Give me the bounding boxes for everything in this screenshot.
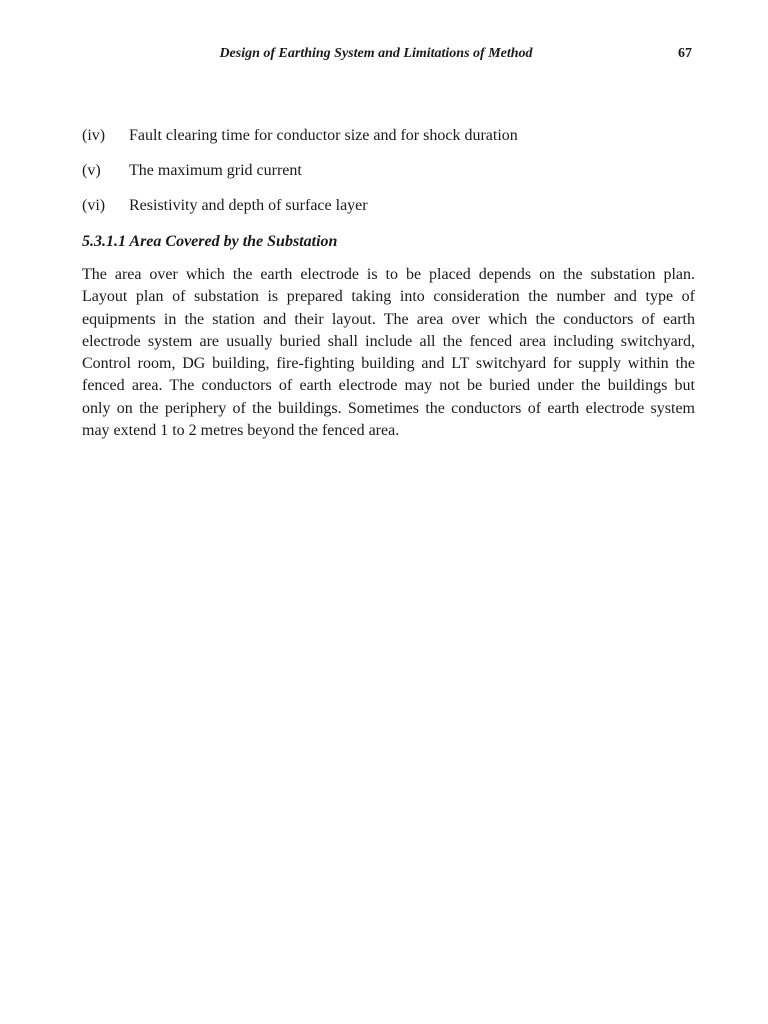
list-text: The maximum grid current: [129, 162, 302, 179]
criteria-list: [82, 125, 694, 230]
running-header: [82, 44, 692, 64]
list-marker: (iv): [82, 127, 106, 144]
header-title: Design of Earthing System and Limitations of Method: [219, 46, 533, 61]
list-marker: (v): [82, 162, 101, 179]
list-text: Fault clearing time for conductor size and for shock duration: [129, 127, 518, 144]
paragraph-line: Layout plan of substation is prepared taking into consideration the number and type of: [82, 288, 695, 306]
section-heading: 5.3.1.1 Area Covered by the Substation: [82, 233, 338, 250]
paragraph-line: fenced area. The conductors of earth electrode may not be buried under the buildings but: [82, 377, 695, 395]
paragraph-line: equipments in the station and their layout. The area over which the conductors of earth: [82, 310, 695, 328]
page-number: 67: [678, 46, 692, 61]
paragraph-line: may extend 1 to 2 metres beyond the fenced area.: [82, 422, 400, 440]
paragraph-line: only on the periphery of the buildings. Sometimes the conductors of earth electrode system: [82, 399, 695, 417]
paragraph-line: electrode system are usually buried shall include all the fenced area including switchyard,: [82, 332, 695, 350]
paragraph-line: Control room, DG building, fire-fighting building and LT switchyard for supply within the: [82, 355, 695, 373]
paragraph-line: The area over which the earth electrode is to be placed depends on the substation plan.: [82, 266, 695, 283]
list-item: [82, 160, 694, 195]
list-item: [82, 125, 694, 160]
section-paragraph: [82, 264, 695, 442]
list-marker: (vi): [82, 197, 106, 214]
list-item: [82, 195, 694, 230]
list-text: Resistivity and depth of surface layer: [129, 197, 368, 214]
